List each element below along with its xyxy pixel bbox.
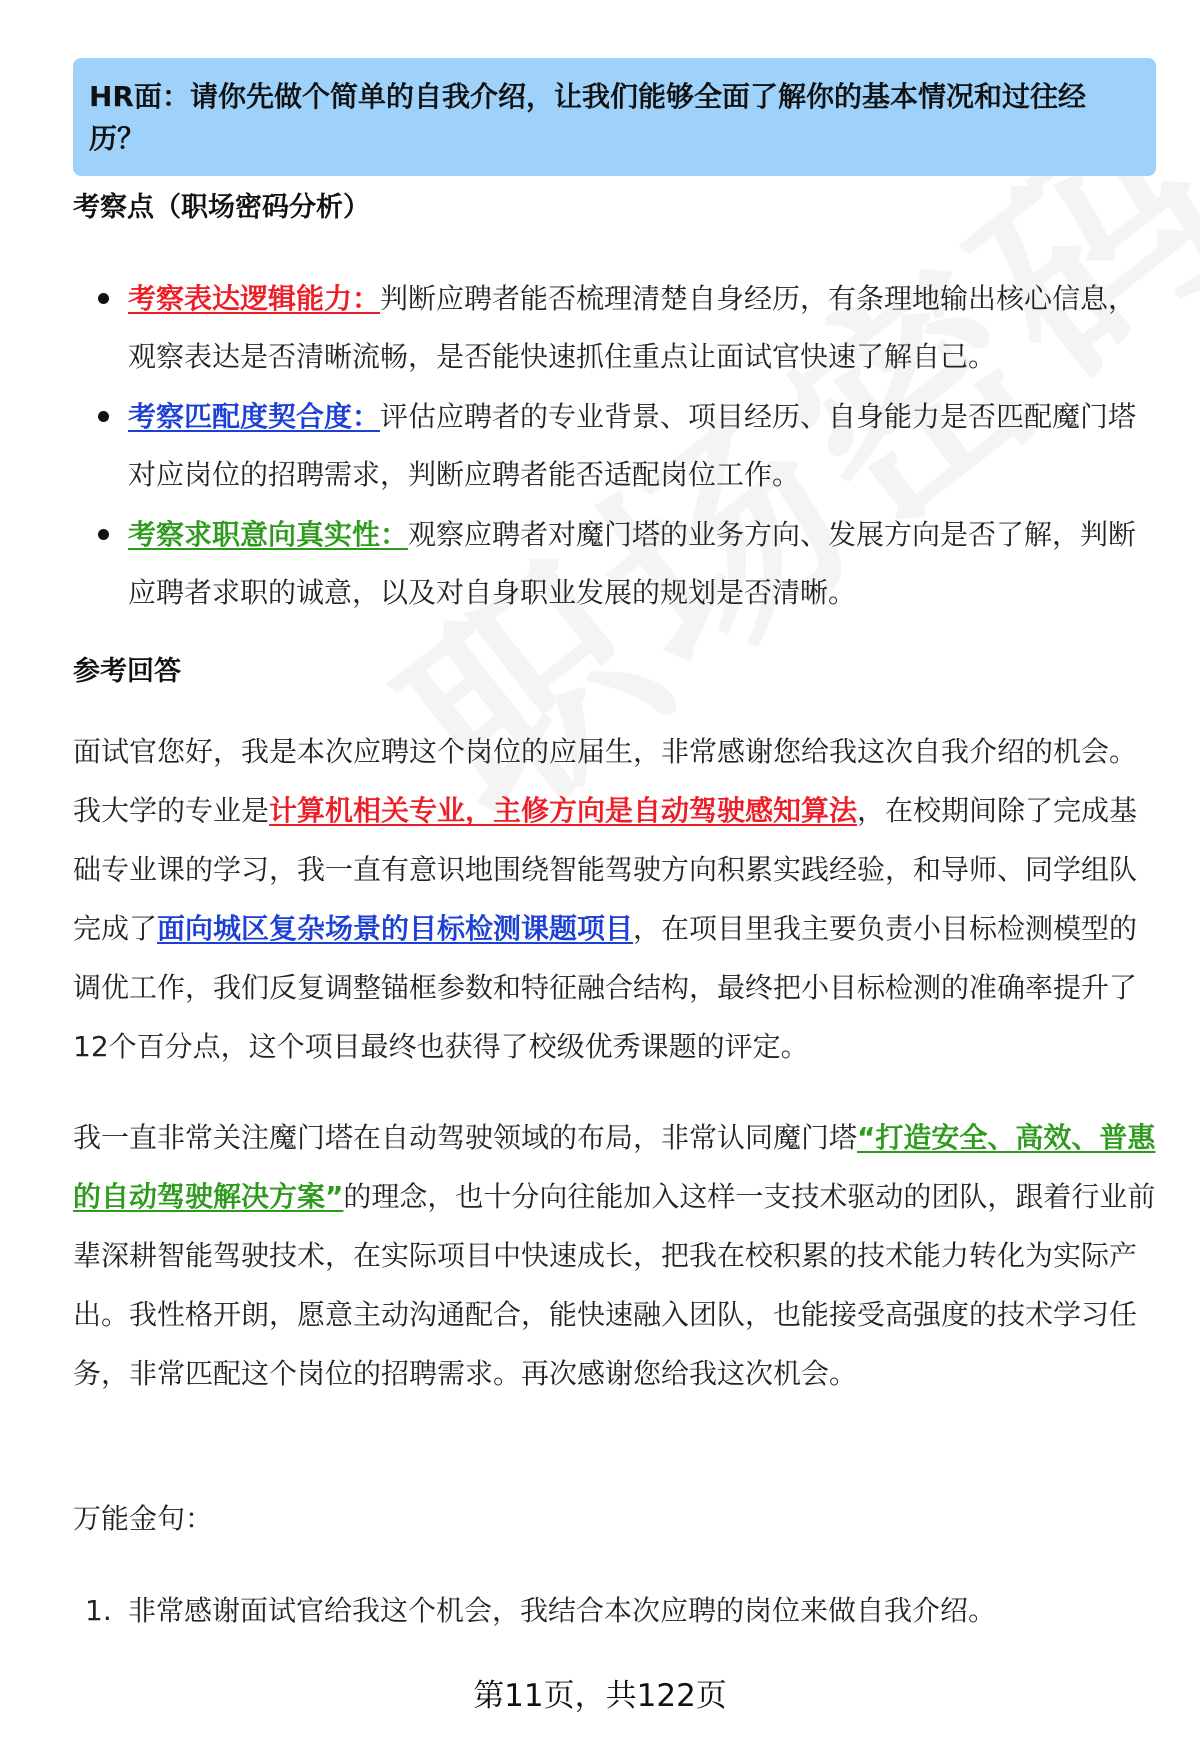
answer-paragraph-1 <box>73 722 1158 1076</box>
question-box <box>73 58 1156 176</box>
analysis-item <box>73 388 1158 504</box>
answer-heading: 参考回答 <box>73 656 181 687</box>
question-text: HR面：请你先做个简单的自我介绍，让我们能够全面了解你的基本情况和过往经历？ <box>89 80 1086 155</box>
analysis-list <box>73 270 1158 624</box>
analysis-item <box>73 270 1158 386</box>
analysis-heading: 考察点（职场密码分析） <box>73 192 370 223</box>
answer-p2-text-a: 我一直非常关注魔门塔在自动驾驶领域的布局，非常认同魔门塔 <box>73 1121 858 1154</box>
bullet-dot-icon <box>98 411 109 422</box>
answer-p1-text-c: ，在项目里我主要负责小目标检测模型的调优工作，我们反复调整锚框参数和特征融合结构，最终把小目标检测的准确率提升了12个百分点，这个项目最终也获得了校级优秀课题的评定。 <box>73 912 1138 1063</box>
answer-paragraph-2 <box>73 1108 1158 1403</box>
golden-heading: 万能金句： <box>73 1502 214 1535</box>
golden-item-number: 1. <box>85 1594 112 1627</box>
answer-p1-text-a: 面试官您好，我是本次应聘这个岗位的应届生，非常感谢您给我这次自我介绍的机会。我大学的专业是 <box>73 735 1138 827</box>
analysis-item-title: 考察求职意向真实性： <box>128 518 409 551</box>
answer-p2-highlight-slogan: “打造安全、高效、普惠的自动驾驶解决方案” <box>73 1121 1156 1213</box>
golden-item-text: 非常感谢面试官给我这个机会，我结合本次应聘的岗位来做自我介绍。 <box>128 1594 997 1627</box>
answer-p2-text-b: 的理念，也十分向往能加入这样一支技术驱动的团队，跟着行业前辈深耕智能驾驶技术，在实际项目中快速成长，把我在校积累的技术能力转化为实际产出。我性格开朗，愿意主动沟通配合，能快速融入团队，也能接受高强度的技术学习任务，非常匹配这个岗位的招聘需求。再次感谢您给我这次机会。 <box>73 1180 1156 1390</box>
analysis-item-title: 考察匹配度契合度： <box>128 400 381 433</box>
answer-p1-text-b: ，在校期间除了完成基础专业课的学习，我一直有意识地围绕智能驾驶方向积累实践经验，和导师、同学组队完成了 <box>73 794 1138 945</box>
analysis-item-text: 评估应聘者的专业背景、项目经历、自身能力是否匹配魔门塔对应岗位的招聘需求，判断应聘者能否适配岗位工作。 <box>128 400 1137 491</box>
analysis-item-text: 判断应聘者能否梳理清楚自身经历，有条理地输出核心信息，观察表达是否清晰流畅，是否能快速抓住重点让面试官快速了解自己。 <box>128 282 1137 373</box>
bullet-dot-icon <box>98 293 109 304</box>
answer-p1-highlight-major: 计算机相关专业，主修方向是自动驾驶感知算法 <box>269 794 858 827</box>
golden-list-item <box>73 1588 1158 1634</box>
bullet-dot-icon <box>98 529 109 540</box>
answer-p1-highlight-project: 面向城区复杂场景的目标检测课题项目 <box>157 912 634 945</box>
analysis-item-title: 考察表达逻辑能力： <box>128 282 381 315</box>
analysis-item <box>73 506 1158 622</box>
page-number: 第11页，共122页 <box>473 1678 727 1714</box>
analysis-item-text: 观察应聘者对魔门塔的业务方向、发展方向是否了解，判断应聘者求职的诚意，以及对自身职业发展的规划是否清晰。 <box>128 518 1137 609</box>
